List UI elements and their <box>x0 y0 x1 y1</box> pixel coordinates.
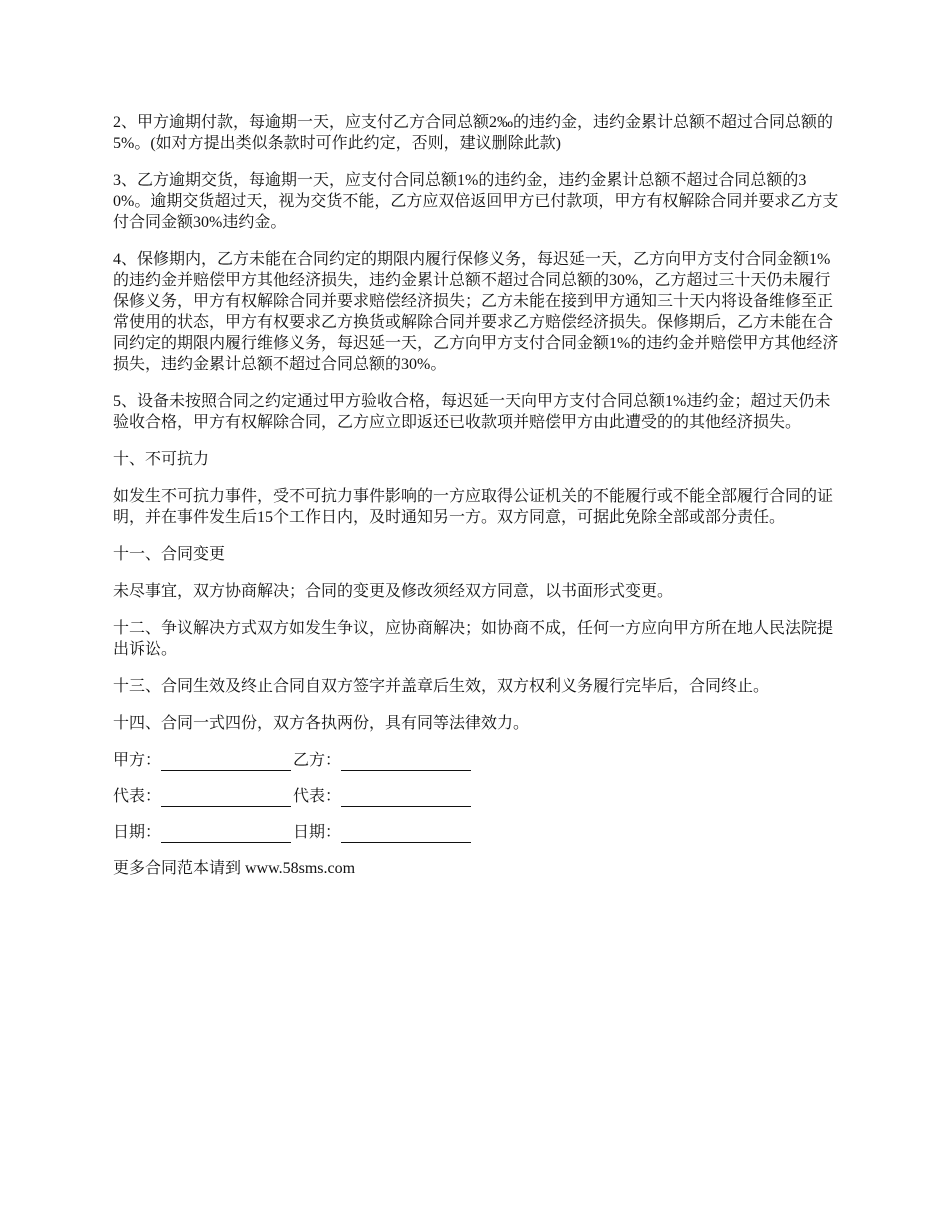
section-heading-force-majeure: 十、不可抗力 <box>113 451 210 468</box>
clause-copies: 十四、合同一式四份，双方各执两份，具有同等法律效力。 <box>113 715 530 732</box>
signature-row-parties <box>113 750 843 771</box>
date-b-label: 日期： <box>293 824 342 841</box>
clause-penalty-warranty: 4、保修期内，乙方未能在合同约定的期限内履行保修义务，每迟延一天，乙方向甲方支付合同金额1%的违约金并赔偿甲方其他经济损失，违约金累计总额不超过合同总额的30%，乙方超过三十天仍未履行保修义务，甲方有权解除合同并要求赔偿经济损失；乙方未能在接到甲方通知三十天内将设备维修至正常使用的状态，甲方有权要求乙方换货或解除合同并要求乙方赔偿经济损失。保修期后，乙方未能在合同约定的期限内履行维修义务，每迟延一天，乙方向甲方支付合同金额1%的违约金并赔偿甲方其他经济损失，违约金累计总额不超过合同总额的30%。 <box>113 251 839 373</box>
section-heading-contract-change: 十一、合同变更 <box>113 546 226 563</box>
clause-force-majeure: 如发生不可抗力事件，受不可抗力事件影响的一方应取得公证机关的不能履行或不能全部履行合同的证明，并在事件发生后15个工作日内，及时通知另一方。双方同意，可据此免除全部或部分责任。 <box>113 488 834 526</box>
date-a-line <box>161 827 291 843</box>
clause-contract-change: 未尽事宜，双方协商解决；合同的变更及修改须经双方同意，以书面形式变更。 <box>113 583 674 600</box>
clause-penalty-acceptance: 5、设备未按照合同之约定通过甲方验收合格，每迟延一天向甲方支付合同总额1%违约金；超过天仍未验收合格，甲方有权解除合同，乙方应立即返还已收款项并赔偿甲方由此遭受的的其他经济损失。 <box>113 393 831 431</box>
clause-penalty-late-payment: 2、甲方逾期付款，每逾期一天，应支付乙方合同总额2‰的违约金，违约金累计总额不超过合同总额的5%。(如对方提出类似条款时可作此约定，否则，建议删除此款) <box>113 114 834 152</box>
clause-dispute-resolution: 十二、争议解决方式双方如发生争议，应协商解决；如协商不成，任何一方应向甲方所在地人民法院提出诉讼。 <box>113 620 834 658</box>
signature-row-dates <box>113 822 843 843</box>
date-a-label: 日期： <box>113 824 162 841</box>
rep-b-signature-line <box>341 791 471 807</box>
rep-b-label: 代表： <box>293 788 342 805</box>
party-a-signature-line <box>161 755 291 771</box>
date-b-line <box>341 827 471 843</box>
document-body <box>113 112 843 895</box>
party-b-label: 乙方： <box>293 752 342 769</box>
signature-row-representatives <box>113 786 843 807</box>
footer-link-text: 更多合同范本请到 www.58sms.com <box>113 860 356 877</box>
clause-effectiveness: 十三、合同生效及终止合同自双方签字并盖章后生效，双方权利义务履行完毕后，合同终止。 <box>113 678 770 695</box>
party-b-signature-line <box>341 755 471 771</box>
party-a-label: 甲方： <box>113 752 162 769</box>
rep-a-label: 代表： <box>113 788 162 805</box>
rep-a-signature-line <box>161 791 291 807</box>
clause-penalty-late-delivery: 3、乙方逾期交货，每逾期一天，应支付合同总额1%的违约金，违约金累计总额不超过合同总额的30%。逾期交货超过天，视为交货不能，乙方应双倍返回甲方已付款项，甲方有权解除合同并要求乙方支付合同金额30%违约金。 <box>113 172 839 231</box>
